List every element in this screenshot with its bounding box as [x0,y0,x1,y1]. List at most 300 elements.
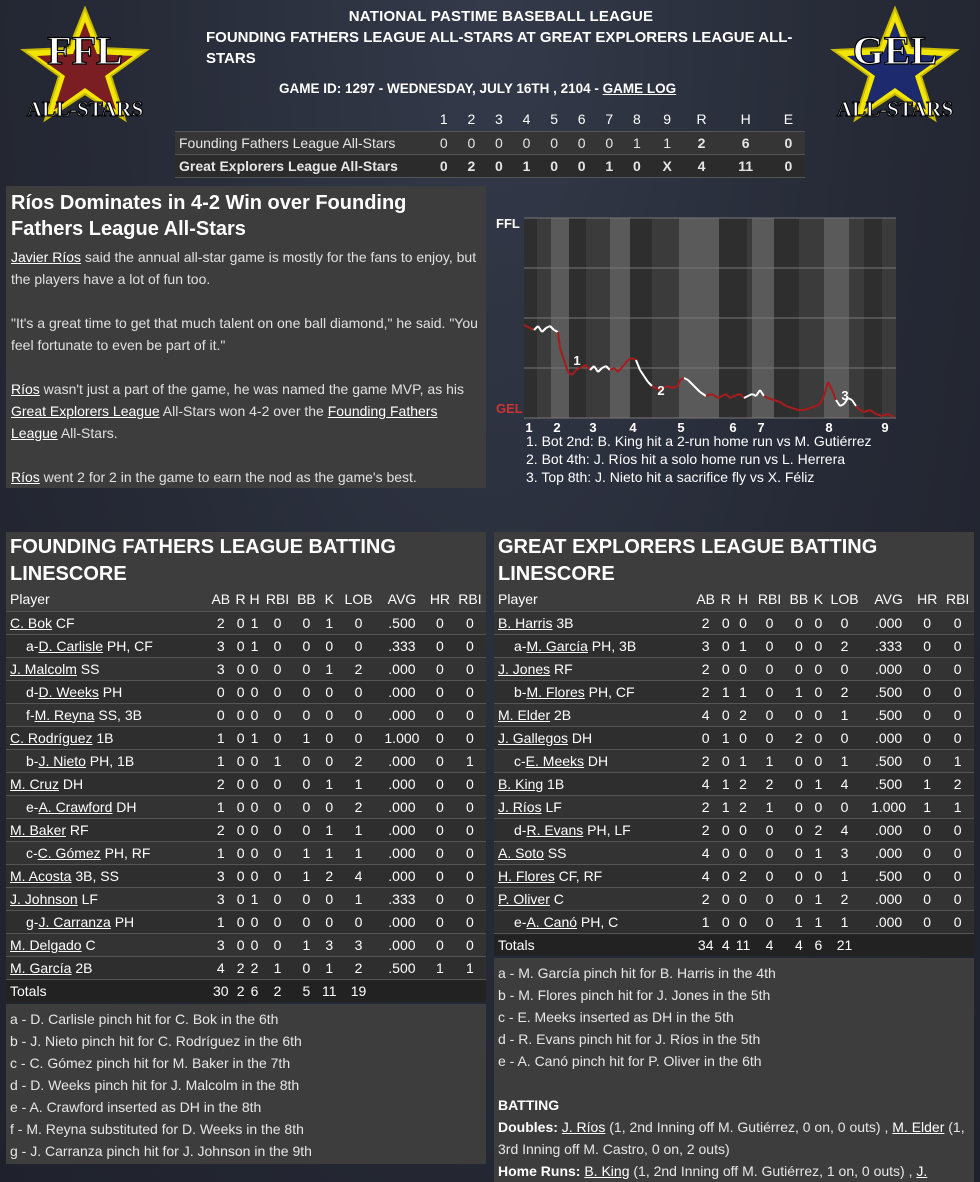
batting-player-cell [6,887,208,910]
batting-stat-cell: 2 [733,795,753,818]
chart-note: 1. Bot 2nd: B. King hit a 2-run home run vs M. Gutiérrez [526,433,872,449]
batting-stat-cell: 0 [234,887,248,910]
linescore-cell: 1 [651,131,684,154]
batting-stat-cell: 0 [941,818,974,841]
sub-prefix: c- [514,752,526,769]
batting-stat-cell: 0 [261,772,293,795]
batting-stat-cell: 0 [339,634,378,657]
batting-stat-cell: 0 [753,657,786,680]
player-link[interactable]: J. [916,1163,928,1179]
batting-stat-cell: 2 [234,956,248,979]
sub-prefix: g- [26,913,39,930]
batting-player-cell [6,956,208,979]
batting-stat-cell: 0 [913,611,941,634]
batting-stat-cell: 1 [319,818,339,841]
league-name: NATIONAL PASTIME BASEBALL LEAGUE [348,8,654,25]
batting-stat-cell: 1 [319,956,339,979]
batting-stat-cell: 0 [812,795,825,818]
substitution-note: d - D. Weeks pinch hit for J. Malcolm in the 8th [10,1077,300,1093]
batting-stat-cell: 0 [812,864,825,887]
batting-stat-cell: 2 [319,864,339,887]
player-link[interactable]: Javier Ríos [11,249,82,265]
batting-stat-cell: 0 [319,680,339,703]
batting-stat-cell: 0 [454,772,486,795]
batting-stat-cell: 0 [454,726,486,749]
story-title: Ríos Dominates in 4-2 Win over Founding Fathers League All-Stars [11,192,407,240]
inning-label: 6 [729,420,737,435]
batting-stat-cell: 0 [261,933,293,956]
batting-player-cell [6,749,208,772]
batting-stat-cell: 0 [248,841,262,864]
batting-player-cell [494,818,693,841]
player-link[interactable]: Ríos [11,381,40,397]
batting-stat-cell: .000 [378,749,426,772]
batting-header-cell: AVG [864,588,913,611]
sub-prefix: d- [514,821,527,838]
linescore-team-name: Great Explorers League All-Stars [175,154,430,177]
batting-total-cell: 2 [234,979,248,1002]
batting-stat-cell: 2 [693,749,719,772]
player-link[interactable]: B. Harris [498,614,553,631]
batting-header-cell: AB [693,588,719,611]
player-link[interactable]: A. Crawford [38,798,113,815]
linescore-header-cell: 1 [439,111,448,128]
batting-total-cell [913,933,941,956]
inning-label: 5 [677,420,685,435]
batting-stat-cell: 0 [454,703,486,726]
batting-row [494,818,974,841]
player-link[interactable]: D. Weeks [38,683,99,700]
linescore-cell: 0 [623,154,651,177]
batting-row [494,749,974,772]
substitution-note: g - J. Carranza pinch hit for J. Johnson in the 9th [10,1143,312,1159]
batting-stat-cell: 0 [812,657,825,680]
batting-stat-cell: 0 [825,611,864,634]
batting-header-cell: R [719,588,733,611]
batting-stat-cell: 2 [339,657,378,680]
player-link[interactable]: R. Evans [526,821,584,838]
batting-stat-cell: .000 [864,910,913,933]
batting-stat-cell: .500 [864,680,913,703]
batting-row [494,795,974,818]
batting-stat-cell: 0 [319,634,339,657]
game-story [6,186,486,488]
player-link[interactable]: B. King [584,1163,630,1179]
batting-stat-cell: 0 [294,749,320,772]
linescore-header-cell: 4 [522,111,531,128]
sub-prefix: b- [514,683,527,700]
game-header [206,8,796,96]
batting-totals-row [494,933,974,956]
batting-row [6,634,486,657]
linescore-cell: 1 [513,154,541,177]
batting-stat-cell: 1 [261,749,293,772]
player-position: 1B [92,729,114,746]
batting-stat-cell: 0 [294,887,320,910]
batting-stat-cell: 0 [786,887,812,910]
batting-total-cell: 21 [825,933,864,956]
batting-stat-cell: 0 [719,611,733,634]
substitution-note: c - E. Meeks inserted as DH in the 5th [498,1009,734,1025]
player-position: PH [110,913,135,930]
player-link[interactable]: J. Malcolm [10,660,77,677]
gel-notes [494,958,974,1182]
batting-stat-cell: .000 [378,910,426,933]
batting-stat-cell: 0 [426,795,454,818]
batting-stat-cell: .000 [378,864,426,887]
batting-stat-cell: 0 [426,703,454,726]
player-link[interactable]: A. Canó [526,913,578,930]
player-link[interactable]: M. Delgado [10,936,82,953]
player-position: 2B [550,706,572,723]
player-link[interactable]: P. Oliver [498,890,550,907]
batting-stat-cell: 0 [693,726,719,749]
batting-player-cell [494,703,693,726]
player-link[interactable]: J. Nieto [38,752,86,769]
batting-player-cell [494,841,693,864]
batting-stat-cell: 0 [248,795,262,818]
batting-stat-cell: .500 [864,703,913,726]
batting-player-cell [6,864,208,887]
player-link[interactable]: H. Flores [498,867,555,884]
batting-stat-cell: 1 [319,772,339,795]
batting-stat-cell: 0 [426,772,454,795]
batting-stat-cell: 0 [913,818,941,841]
batting-section-heading: BATTING [498,1097,560,1113]
batting-stat-cell: 3 [208,634,234,657]
player-link[interactable]: M. Reyna [34,706,95,723]
batting-stat-cell: .333 [378,887,426,910]
player-link[interactable]: C. Bok [10,614,53,631]
story-text: went 2 for 2 in the game to earn the nod as the game's best. [39,469,417,485]
substitution-note: e - A. Canó pinch hit for P. Oliver in the 6th [498,1053,762,1069]
batting-stat-cell: 2 [339,749,378,772]
batting-stat-cell: 1 [339,841,378,864]
player-link[interactable]: M. Elder [498,706,551,723]
batting-stat-cell: 2 [786,726,812,749]
story-text: All-Stars. [57,425,118,441]
batting-stat-cell: 0 [261,841,293,864]
batting-stat-cell: 0 [339,703,378,726]
batting-stat-cell: 0 [234,910,248,933]
batting-row [6,818,486,841]
batting-stat-cell: 0 [339,680,378,703]
batting-stat-cell: 2 [733,772,753,795]
linescore-cell: 0 [568,154,596,177]
player-link[interactable]: D. Carlisle [38,637,104,654]
player-link[interactable]: M. García [526,637,588,654]
batting-stat-cell: 1 [248,726,262,749]
player-link[interactable]: J. Jones [498,660,551,677]
batting-player-cell [6,841,208,864]
batting-row [6,910,486,933]
batting-stat-cell: 1 [261,956,293,979]
batting-stat-cell: 1 [825,749,864,772]
batting-row [494,657,974,680]
logo-bottom-text: ALL-STARS [836,97,954,121]
batting-stat-cell: 0 [719,657,733,680]
batting-stat-cell: 0 [426,634,454,657]
batting-stat-cell: 0 [208,680,234,703]
batting-total-cell [426,979,454,1002]
team-link[interactable]: Great Explorers League [11,403,160,419]
batting-stat-cell: 1 [454,956,486,979]
batting-stat-cell: 0 [719,749,733,772]
player-link[interactable]: M. Acosta [10,867,72,884]
batting-stat-cell: 1.000 [378,726,426,749]
linescore-cell: 6 [719,131,771,154]
batting-stat-cell: 1 [812,772,825,795]
batting-stat-cell: 0 [941,841,974,864]
linescore-cell: X [651,154,684,177]
batting-stat-cell: 1 [733,680,753,703]
batting-total-cell: 4 [753,933,786,956]
batting-stat-cell: 0 [454,818,486,841]
batting-stat-cell: .500 [864,772,913,795]
batting-total-cell: 19 [339,979,378,1002]
batting-total-cell: 4 [719,933,733,956]
batting-stat-cell: 3 [319,933,339,956]
player-position: PH, LF [583,821,631,838]
batting-stat-cell: 0 [753,818,786,841]
player-link[interactable]: A. Soto [498,844,544,861]
batting-stat-cell: 0 [234,841,248,864]
batting-stat-cell: 0 [786,634,812,657]
event-marker: 3 [841,388,849,403]
batting-stat-cell: 0 [812,634,825,657]
batting-stat-cell: 0 [454,887,486,910]
ffl-batting-title: FOUNDING FATHERS LEAGUE BATTING LINESCORE [10,536,396,585]
batting-stat-cell: 0 [319,910,339,933]
batting-stat-cell: 4 [693,864,719,887]
batting-stat-cell: 0 [786,864,812,887]
batting-stat-cell: 0 [261,864,293,887]
doubles-line [498,1116,970,1160]
batting-row [6,887,486,910]
batting-row [494,726,974,749]
batting-stat-cell: 0 [261,611,293,634]
linescore-cell: 0 [485,154,513,177]
sub-prefix: c- [26,844,38,861]
batting-stat-cell: 0 [234,864,248,887]
gel-batting-title: GREAT EXPLORERS LEAGUE BATTING LINESCORE [498,536,878,585]
batting-stat-cell: 0 [941,864,974,887]
batting-stat-cell: 2 [693,611,719,634]
story-text: wasn't just a part of the game, he was named the game MVP, as his [39,381,464,397]
player-link[interactable]: J. Gallegos [498,729,569,746]
batting-player-cell [494,657,693,680]
batting-stat-cell: 0 [261,795,293,818]
batting-row [494,772,974,795]
batting-stat-cell: 1 [294,841,320,864]
game-log-link[interactable]: GAME LOG [602,81,677,96]
batting-stat-cell: 0 [753,887,786,910]
batting-stat-cell: 0 [426,818,454,841]
batting-stat-cell: 2 [208,611,234,634]
batting-stat-cell: 0 [913,726,941,749]
player-position: C [81,936,96,953]
batting-header-cell: RBI [261,588,293,611]
ffl-substitution-notes [6,1004,486,1164]
batting-stat-cell: 0 [786,818,812,841]
batting-player-cell [494,680,693,703]
linescore-header-cell: 8 [632,111,641,128]
player-link[interactable]: Ríos [11,469,40,485]
batting-stat-cell: .000 [864,611,913,634]
batting-stat-cell: 0 [719,818,733,841]
batting-stat-cell: 0 [294,611,320,634]
batting-stat-cell: 0 [454,657,486,680]
batting-header-cell: K [812,588,825,611]
batting-stat-cell: 0 [294,818,320,841]
batting-row [494,910,974,933]
batting-total-cell [941,933,974,956]
batting-stat-cell: 0 [248,933,262,956]
batting-header-cell: AVG [378,588,426,611]
player-link[interactable]: J. Ríos [498,798,542,815]
batting-stat-cell: 0 [454,864,486,887]
batting-total-cell [454,979,486,1002]
batting-stat-cell: .500 [864,864,913,887]
player-link[interactable]: C. Gómez [37,844,101,861]
batting-stat-cell: 0 [719,887,733,910]
inning-label: 7 [757,420,765,435]
batting-stat-cell: .000 [864,841,913,864]
team-link[interactable]: Founding Fathers League [11,403,438,441]
batting-stat-cell: 1 [339,887,378,910]
player-link[interactable]: M. Flores [526,683,585,700]
batting-stat-cell: 1 [719,726,733,749]
player-position: DH [584,752,609,769]
player-position: PH [98,683,123,700]
batting-stat-cell: .000 [378,841,426,864]
batting-stat-cell: 0 [753,680,786,703]
batting-stat-cell: 1 [208,726,234,749]
batting-stat-cell: 1 [248,887,262,910]
batting-stat-cell: 0 [426,657,454,680]
batting-player-cell [494,910,693,933]
batting-stat-cell: 0 [719,910,733,933]
batting-stat-cell: 0 [719,634,733,657]
player-link[interactable]: M. Elder [892,1119,945,1135]
home-runs-label: Home Runs: [498,1163,581,1179]
batting-stat-cell: 0 [753,703,786,726]
batting-stat-cell: 0 [426,933,454,956]
batting-row [494,611,974,634]
linescore-header-cell: 3 [495,111,503,128]
player-position: PH, CF [584,683,635,700]
batting-stat-cell: 0 [261,887,293,910]
player-link[interactable]: C. Rodríguez [10,729,93,746]
batting-stat-cell: 1 [319,657,339,680]
story-paragraph-3 [11,378,481,444]
linescore-header-cell: 6 [577,111,586,128]
ffl-batting-panel [6,532,486,1002]
gel-batting-table [494,588,974,956]
gel-all-stars-logo [825,6,965,126]
player-position: SS, 3B [94,706,142,723]
batting-stat-cell: 1 [339,818,378,841]
batting-stat-cell: 0 [234,611,248,634]
batting-stat-cell: 0 [913,703,941,726]
batting-stat-cell: 0 [454,910,486,933]
batting-stat-cell: 0 [426,864,454,887]
batting-total-cell: 4 [786,933,812,956]
player-position: LF [77,890,98,907]
linescore-cell: 0 [540,154,568,177]
logo-top-text: GEL [852,28,938,73]
batting-stat-cell: 2 [248,956,262,979]
player-link[interactable]: B. King [498,775,544,792]
linescore-cell: 0 [430,131,458,154]
batting-stat-cell: 0 [941,703,974,726]
batting-stat-cell: 0 [941,680,974,703]
batting-stat-cell: 0 [941,611,974,634]
batting-stat-cell: 0 [812,726,825,749]
player-link[interactable]: J. Carranza [38,913,111,930]
batting-stat-cell: 0 [339,910,378,933]
batting-stat-cell: .000 [378,680,426,703]
player-position: 1B [543,775,565,792]
player-link[interactable]: M. García [10,959,72,976]
batting-stat-cell: 0 [339,726,378,749]
batting-stat-cell: 0 [719,841,733,864]
batting-row [6,726,486,749]
batting-stat-cell: 1 [454,749,486,772]
batting-stat-cell: 0 [941,910,974,933]
batting-row [6,749,486,772]
batting-stat-cell: 0 [733,841,753,864]
batting-stat-cell: 1 [812,887,825,910]
batting-stat-cell: 0 [261,703,293,726]
story-paragraph-4 [11,466,481,488]
batting-player-cell [6,611,208,634]
linescore-header-cell: E [783,111,794,128]
batting-player-cell [494,634,693,657]
batting-stat-cell: 0 [234,703,248,726]
batting-row [6,703,486,726]
batting-stat-cell: 0 [319,887,339,910]
batting-stat-cell: 3 [208,933,234,956]
batting-player-cell [6,795,208,818]
batting-stat-cell: 1 [294,726,320,749]
batting-player-cell [6,818,208,841]
player-link[interactable]: M. Cruz [10,775,59,792]
batting-stat-cell: 1 [733,634,753,657]
batting-stat-cell: 1 [733,749,753,772]
linescore-cell: 0 [458,131,486,154]
batting-stat-cell: 0 [733,887,753,910]
batting-stat-cell: 4 [339,864,378,887]
batting-player-cell [494,749,693,772]
batting-row [494,841,974,864]
batting-stat-cell: 2 [812,818,825,841]
batting-header-cell: R [234,588,248,611]
chart-bottom-label: GEL [496,401,523,416]
batting-row [494,634,974,657]
linescore-cell: 0 [568,131,596,154]
batting-player-cell [6,703,208,726]
player-link[interactable]: J. Johnson [10,890,78,907]
batting-totals-row [6,979,486,1002]
batting-stat-cell: 0 [812,703,825,726]
batting-stat-cell: 1 [319,611,339,634]
batting-header-cell: BB [786,588,812,611]
player-link[interactable]: E. Meeks [525,752,585,769]
batting-stat-cell: 2 [825,634,864,657]
player-link[interactable]: J. Ríos [561,1119,606,1135]
player-link[interactable]: M. Baker [10,821,67,838]
